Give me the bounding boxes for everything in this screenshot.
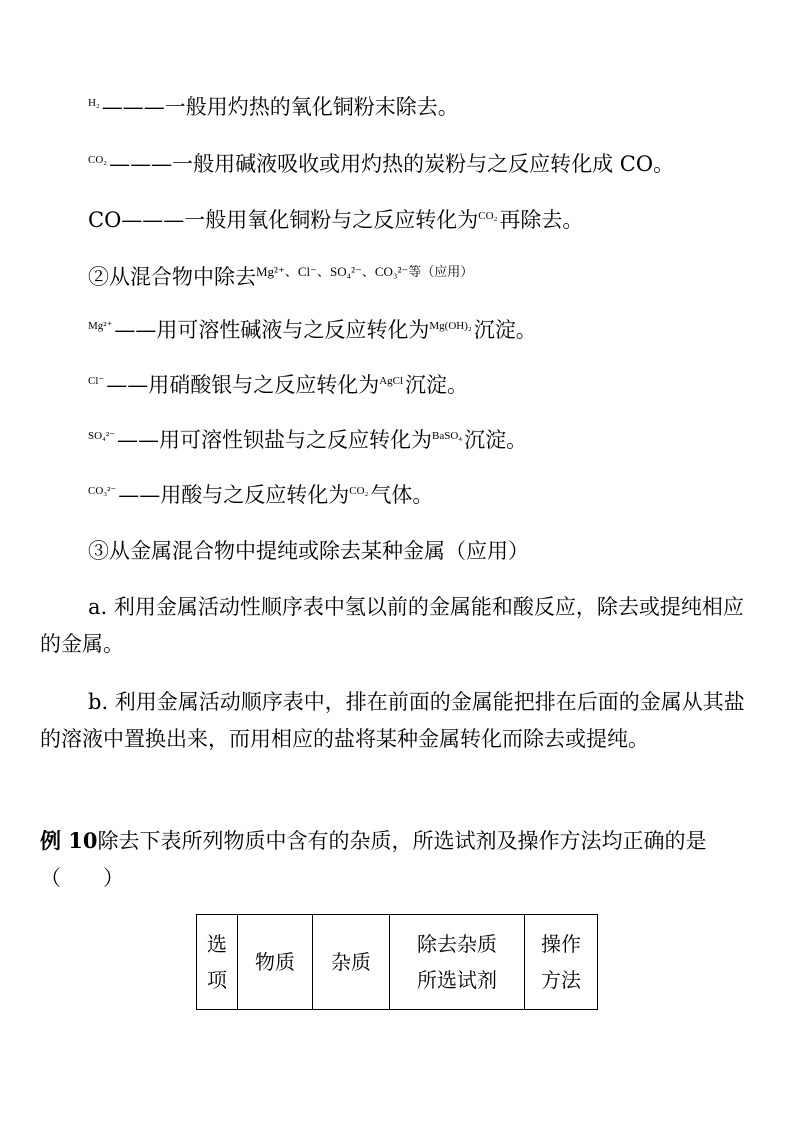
formula-mg-oh2: Mg(OH)₂ [429,320,472,332]
formula-co2: CO₂ [88,154,108,166]
example-question [40,822,756,897]
mg-removal-text: ——用可溶性碱液与之反应转化为 [114,318,430,342]
co2-removal-line [88,154,674,175]
paragraph-b: b. 利用金属活动顺序表中，排在前面的金属能把排在后面的金属从其盐的溶液中置换出来，而用相应的盐将某种金属转化而除去或提纯。 [40,690,745,751]
ion-list: Mg²⁺、Cl⁻、SO₄²⁻、CO₃²⁻等（应用） [256,264,474,279]
header-option [197,915,238,1010]
formula-co3-ion: CO₃²⁻ [88,485,117,497]
header-option-line1: 选 [207,932,227,956]
section-heading-ions-text: ②从混合物中除去 [88,265,256,289]
formula-co2-product: CO₂ [478,210,498,222]
so4-removal-suffix: 沉淀。 [464,428,528,452]
cl-removal-line [88,375,468,396]
h2-removal-text: ———一般用灼热的氧化铜粉末除去。 [101,95,459,119]
options-table [196,914,598,1010]
header-impurity-label: 杂质 [331,950,371,974]
so4-removal-line [88,430,527,451]
co3-removal-suffix: 气体。 [370,483,434,507]
co2-removal-text: ———一般用碱液吸收或用灼热的炭粉与之反应转化成 CO。 [109,152,675,176]
formula-h2: H₂ [88,97,100,109]
cl-removal-suffix: 沉淀。 [405,373,469,397]
co-removal-line [88,210,583,231]
header-method-line1: 操作 [541,932,581,956]
h2-removal-line [88,97,459,118]
paragraph-a: a. 利用金属活动性顺序表中氢以前的金属能和酸反应，除去或提纯相应的金属。 [40,595,744,656]
header-impurity [313,915,390,1010]
formula-agcl: AgCl [379,375,404,387]
header-reagent-line1: 除去杂质 [417,932,497,956]
section-heading-ions [88,265,475,288]
example-label: 例 10 [40,828,98,853]
example-text: 除去下表所列物质中含有的杂质，所选试剂及操作方法均正确的是（ ） [40,829,707,890]
mg-removal-line [88,320,537,341]
formula-cl-ion: Cl⁻ [88,375,105,387]
so4-removal-text: ——用可溶性钡盐与之反应转化为 [117,428,433,452]
header-reagent [390,915,525,1010]
header-method-line2: 方法 [541,968,581,992]
header-substance-label: 物质 [255,950,295,974]
section-heading-metals: ③从金属混合物中提纯或除去某种金属（应用） [88,539,529,563]
co3-removal-line [88,485,433,506]
formula-so4-ion: SO₄²⁻ [88,430,116,442]
co-removal-suffix: 再除去。 [499,208,584,232]
table-header-row [197,915,598,1010]
formula-baso4: BaSO₄ [432,430,463,442]
header-method [525,915,598,1010]
header-substance [238,915,313,1010]
header-option-line2: 项 [207,968,227,992]
formula-co2-gas: CO₂ [349,485,369,497]
co-removal-text: CO———一般用氧化铜粉与之反应转化为 [88,208,479,232]
mg-removal-suffix: 沉淀。 [473,318,537,342]
formula-mg-ion: Mg²⁺ [88,320,113,332]
header-reagent-line2: 所选试剂 [417,968,497,992]
cl-removal-text: ——用硝酸银与之反应转化为 [106,373,380,397]
co3-removal-text: ——用酸与之反应转化为 [118,483,350,507]
